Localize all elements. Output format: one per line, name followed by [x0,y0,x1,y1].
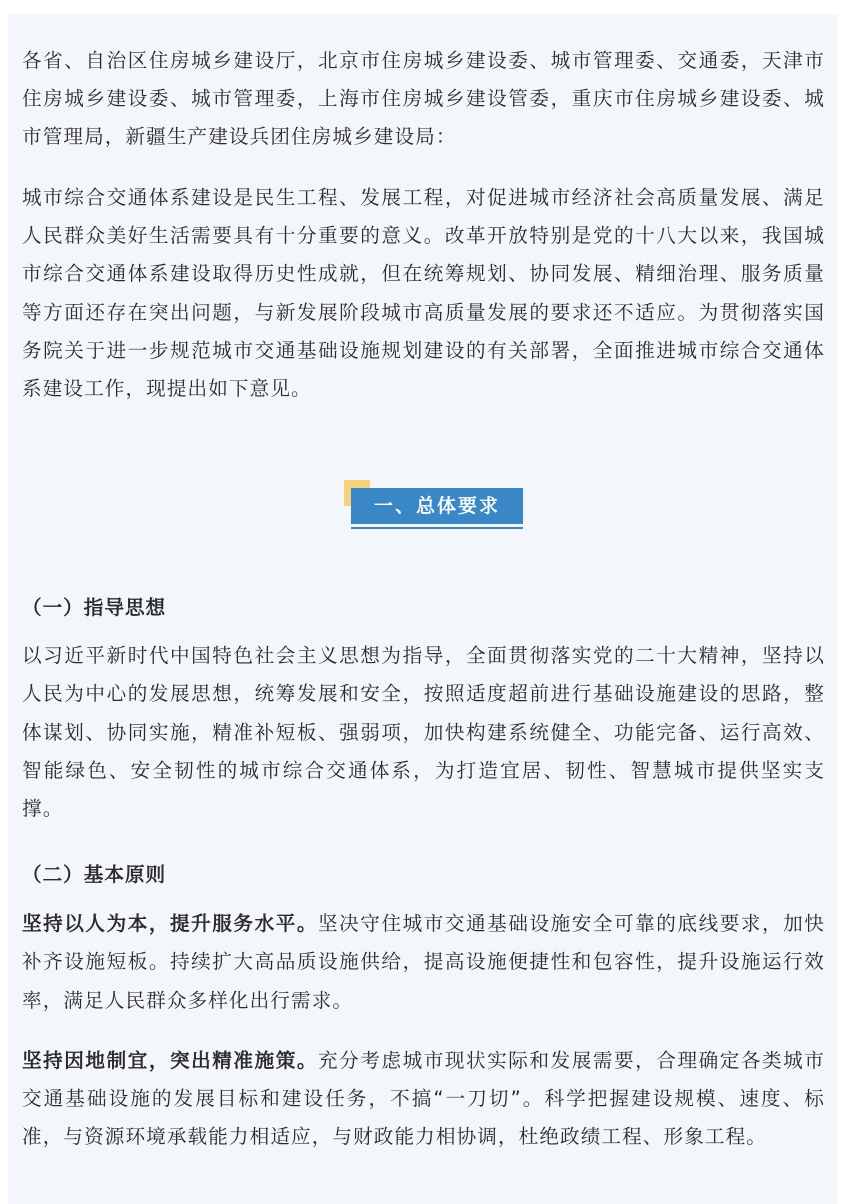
section-underline [351,527,523,529]
principle-paragraph-1 [22,905,825,1020]
principle-2-lead: 坚持因地制宜，突出精准施策。 [22,1048,319,1072]
document-page [8,14,838,1204]
principle-paragraph-2 [22,1042,825,1157]
subheading-guiding-ideology: （一）指导思想 [22,596,167,620]
principle-2-text: 充分考虑城市现状实际和发展需要，合理确定各类城市交通基础设施的发展目标和建设任务，不搞“一刀切”。科学把握建设规模、速度、标准，与资源环境承载能力相适应，与财政能力相协调，杜绝政绩工程、形象工程。 [22,1048,825,1149]
section-heading [22,480,825,540]
intro-paragraph: 城市综合交通体系建设是民生工程、发展工程，对促进城市经济社会高质量发展、满足人民群众美好生活需要具有十分重要的意义。改革开放特别是党的十八大以来，我国城市综合交通体系建设取得历史性成就，但在统筹规划、协同发展、精细治理、服务质量等方面还存在突出问题，与新发展阶段城市高质量发展的要求还不适应。为贯彻落实国务院关于进一步规范城市交通基础设施规划建设的有关部署，全面推进城市综合交通体系建设工作，现提出如下意见。 [22,186,825,401]
subheading-basic-principles: （二）基本原则 [22,863,167,887]
guiding-ideology-paragraph: 以习近平新时代中国特色社会主义思想为指导，全面贯彻落实党的二十大精神，坚持以人民为中心的发展思想，统筹发展和安全，按照适度超前进行基础设施建设的思路，整体谋划、协同实施，精准补短板、强弱项，加快构建系统健全、功能完备、运行高效、智能绿色、安全韧性的城市综合交通体系，为打造宜居、韧性、智慧城市提供坚实支撑。 [22,644,825,821]
section-title: 一、总体要求 [351,488,523,524]
principle-1-text: 坚决守住城市交通基础设施安全可靠的底线要求，加快补齐设施短板。持续扩大高品质设施供给，提高设施便捷性和包容性，提升设施运行效率，满足人民群众多样化出行需求。 [22,912,825,1012]
addressees-paragraph: 各省、自治区住房城乡建设厅，北京市住房城乡建设委、城市管理委、交通委，天津市住房城乡建设委、城市管理委，上海市住房城乡建设管委，重庆市住房城乡建设委、城市管理局，新疆生产建设兵团住房城乡建设局： [22,49,825,149]
principle-1-lead: 坚持以人为本，提升服务水平。 [22,912,319,936]
